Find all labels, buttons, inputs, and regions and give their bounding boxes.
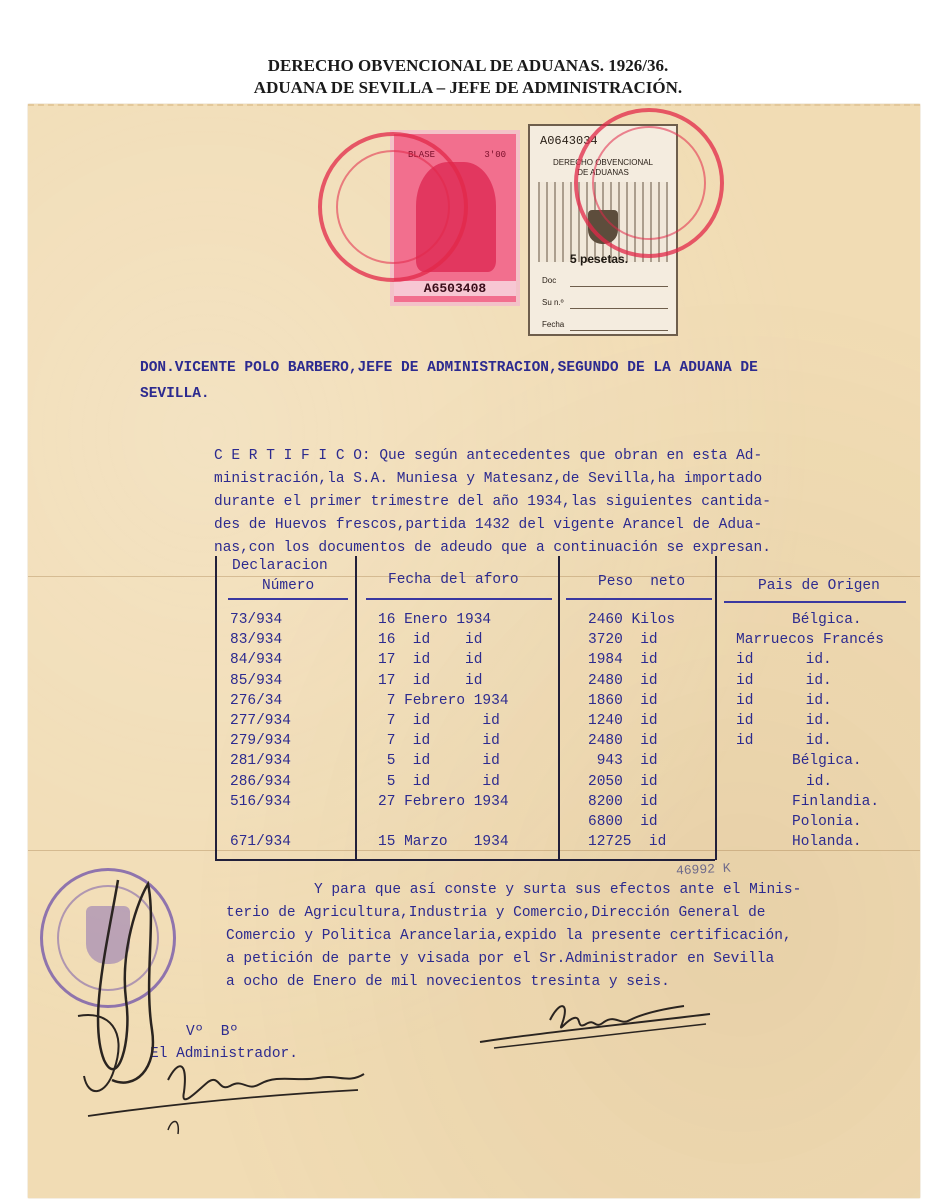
table-cell-pais: Bélgica.: [792, 612, 862, 628]
red-customs-seal-left: [318, 132, 468, 282]
table-cell-fecha: 7 id id: [378, 713, 500, 729]
table-divider: [715, 556, 717, 860]
stamp-field-number: Su n.º: [542, 298, 564, 307]
certifico-line-2: ministración,la S.A. Muniesa y Matesanz,de Sevilla,ha importado: [214, 471, 763, 487]
table-cell-fecha: 16 id id: [378, 632, 483, 649]
table-cell-peso: 2050 id: [588, 773, 658, 790]
stamp-field-rule: [570, 330, 668, 331]
certifico-line-4: des de Huevos frescos,partida 1432 del vigente Arancel de Adua-: [214, 517, 763, 533]
table-border: [215, 556, 217, 860]
closing-line-3: Comercio y Politica Arancelaria,expido la presente certificación,: [226, 928, 792, 944]
revenue-stamp-number: A0643034: [540, 134, 598, 148]
table-cell-peso: 12725 id: [588, 834, 667, 851]
table-cell-decl: 276/34: [230, 692, 283, 709]
table-cell-decl: 85/934: [230, 672, 283, 689]
table-cell-fecha: 7 id id: [378, 733, 500, 750]
stamp-field-date: Fecha: [542, 320, 565, 329]
certifico-line-1: C E R T I F I C O: Que según antecedentes que obran en esta Ad-: [214, 448, 763, 464]
table-cell-peso: 2460 Kilos: [588, 612, 676, 628]
caption-line-2: ADUANA DE SEVILLA – JEFE DE ADMINISTRACIÓN.: [253, 78, 683, 97]
closing-line-2: terio de Agricultura,Industria y Comercio,Dirección General de: [226, 905, 766, 921]
administrator-label: El Administrador.: [150, 1046, 298, 1062]
closing-line-5: a ocho de Enero de mil novecientos tresinta y seis.: [226, 974, 670, 990]
table-cell-fecha: 5 id id: [378, 773, 500, 790]
table-cell-pais: Finlandia.: [792, 793, 880, 810]
closing-line-1: Y para que así conste y surta sus efectos ante el Minis-: [314, 882, 802, 898]
table-cell-decl: 671/934: [230, 834, 291, 851]
administrator-signature: [48, 860, 388, 1140]
table-cell-decl: 281/934: [230, 753, 291, 770]
table-cell-fecha: 27 Febrero 1934: [378, 793, 509, 810]
table-cell-pais: id.: [806, 773, 833, 790]
stamp-field-doc: Doc: [542, 276, 557, 285]
table-cell-pais: Bélgica.: [792, 753, 862, 770]
table-cell-fecha: 16 Enero 1934: [378, 612, 492, 628]
header-underline: [366, 598, 552, 600]
closing-line-4: a petición de parte y visada por el Sr.Administrador en Sevilla: [226, 951, 775, 967]
header-underline: [566, 598, 712, 600]
table-cell-decl: 73/934: [230, 612, 283, 628]
stamp-value-label: 3'00: [484, 150, 506, 160]
header-fecha: Fecha del aforo: [388, 572, 519, 588]
table-cell-peso: 2480 id: [588, 672, 658, 689]
revenue-stamp-value: 5 pesetas.: [570, 252, 629, 266]
red-customs-seal-right: [574, 108, 724, 258]
table-cell-peso: 6800 id: [588, 814, 658, 830]
heading-line-1: DON.VICENTE POLO BARBERO,JEFE DE ADMINISTRACION,SEGUNDO DE LA ADUANA DE: [140, 360, 758, 376]
header-pais: Pais de Origen: [758, 578, 880, 594]
margin-total-note: 46992 K: [675, 860, 731, 879]
table-cell-pais: id id.: [736, 672, 832, 689]
table-cell-pais: id id.: [736, 692, 832, 709]
certifico-line-5: nas,con los documentos de adeudo que a continuación se expresan.: [214, 540, 771, 556]
table-cell-pais: id id.: [736, 713, 832, 729]
table-cell-pais: id id.: [736, 733, 832, 750]
table-cell-decl: 84/934: [230, 652, 283, 669]
table-cell-fecha: 17 id id: [378, 652, 483, 669]
chief-signature: [470, 990, 730, 1060]
revenue-stamp-subtitle: DE ADUANAS: [577, 168, 629, 177]
stamp-field-rule: [570, 286, 668, 287]
table-cell-pais: Marruecos Francés: [736, 632, 884, 649]
table-cell-fecha: 17 id id: [378, 672, 483, 689]
table-cell-decl: 286/934: [230, 773, 291, 790]
table-cell-decl: 277/934: [230, 713, 291, 729]
table-cell-decl: 83/934: [230, 632, 283, 649]
red-stamp-number: A6503408: [394, 281, 516, 296]
header-peso: Peso neto: [598, 574, 686, 590]
table-cell-fecha: 7 Febrero 1934: [378, 692, 509, 709]
caption-line-1: DERECHO OBVENCIONAL DE ADUANAS. 1926/36.: [267, 56, 669, 75]
table-cell-pais: Holanda.: [792, 834, 862, 851]
table-cell-decl: 516/934: [230, 793, 291, 810]
table-divider: [355, 556, 357, 860]
table-cell-peso: 2480 id: [588, 733, 658, 750]
table-cell-decl: 279/934: [230, 733, 291, 750]
table-divider: [558, 556, 560, 860]
heading-line-2: SEVILLA.: [140, 386, 210, 402]
table-cell-fecha: 15 Marzo 1934: [378, 834, 509, 851]
stamp-class-label: BLASE: [408, 150, 436, 160]
table-cell-fecha: 5 id id: [378, 753, 500, 770]
stamp-field-rule: [570, 308, 668, 309]
table-cell-pais: id id.: [736, 652, 832, 669]
header-numero: Número: [262, 578, 315, 594]
header-underline: [228, 598, 348, 600]
visto-bueno-label: Vº Bº: [186, 1024, 239, 1040]
table-cell-peso: 1860 id: [588, 692, 658, 709]
table-cell-peso: 3720 id: [588, 632, 658, 649]
certifico-line-3: durante el primer trimestre del año 1934,las siguientes cantida-: [214, 494, 771, 510]
table-cell-peso: 8200 id: [588, 793, 658, 810]
header-underline: [724, 601, 906, 603]
header-declaracion: Declaracion: [232, 558, 328, 574]
table-cell-peso: 1240 id: [588, 713, 658, 729]
revenue-stamp-title: DERECHO OBVENCIONAL: [552, 158, 654, 167]
table-cell-peso: 943 id: [588, 753, 658, 770]
table-cell-peso: 1984 id: [588, 652, 658, 669]
table-cell-pais: Polonia.: [792, 814, 862, 830]
